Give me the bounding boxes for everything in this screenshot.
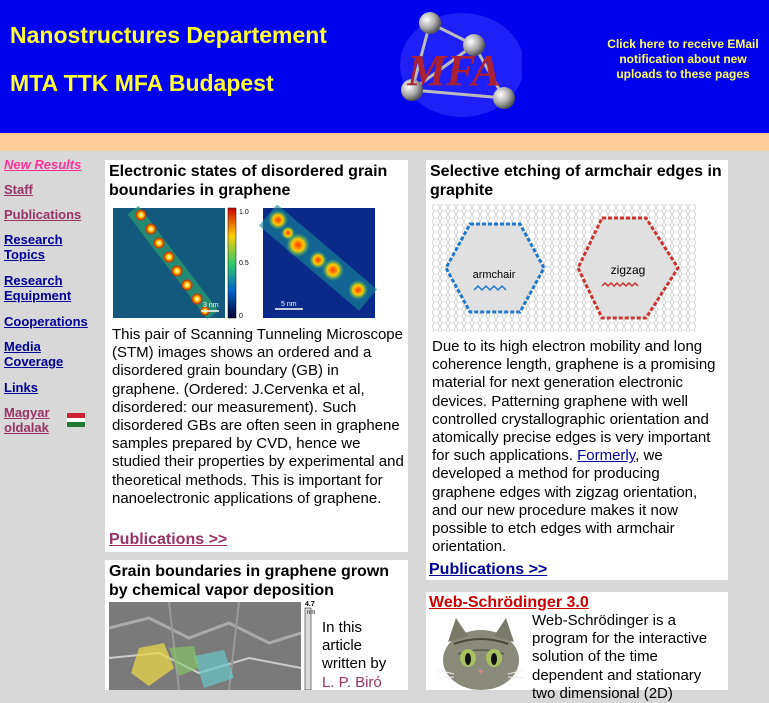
colorbar-tick-min: 0: [239, 313, 243, 320]
cvd-graphene-image: [109, 598, 319, 690]
colorbar-tick-max: 1.0: [239, 209, 249, 216]
panel2-title: Selective etching of armchair edges in graphite: [430, 163, 722, 199]
author-link[interactable]: L. P. Biró: [322, 673, 382, 691]
nav-new-results[interactable]: New Results: [4, 157, 82, 172]
panel3-title: Grain boundaries in graphene grown by chemical vapor deposition: [109, 563, 390, 599]
label-armchair: armchair: [472, 269, 516, 281]
label-zigzag: zigzag: [610, 263, 646, 277]
hungarian-flag-icon[interactable]: [67, 413, 85, 427]
panel2-text-after: , we developed a method for producing graphene edges with zigzag orientation, and our new procedure makes it now possible to etch edges with armchair orientation.: [432, 447, 698, 556]
header-banner: [0, 0, 769, 133]
panel3-text-body: In this article written by: [322, 619, 387, 673]
height-scale-unit: nm: [307, 610, 316, 616]
nav-media-coverage[interactable]: Media Coverage: [4, 339, 64, 369]
mfa-logo: [392, 5, 522, 120]
height-scale-top: 4.7: [305, 601, 315, 608]
nav-cooperations[interactable]: Cooperations: [4, 314, 88, 329]
header-stripe: [0, 133, 769, 151]
formerly-link[interactable]: Formerly: [577, 447, 636, 465]
panel2-publications-link[interactable]: Publications >>: [429, 561, 548, 578]
institute-title: MTA TTK MFA Budapest: [10, 70, 274, 96]
panel3-text: [322, 619, 402, 692]
department-title: Nanostructures Departement: [10, 22, 327, 48]
nav-staff[interactable]: Staff: [4, 182, 33, 197]
scale-label-right: 5 nm: [281, 301, 297, 308]
stm-images: [113, 205, 403, 323]
logo-text: MFA: [407, 46, 501, 95]
panel2-text: [432, 338, 724, 556]
scale-label-left: 3 nm: [203, 302, 219, 309]
panel4-text: Web-Schrödinger is a program for the interactive solution of the time dependent and stationary two dimensional (2D): [532, 612, 708, 702]
email-notification-link[interactable]: Click here to receive EMail notification about new uploads to these pages: [607, 37, 759, 81]
nav-publications[interactable]: Publications: [4, 207, 82, 222]
panel1-publications-link[interactable]: Publications >>: [109, 531, 228, 548]
colorbar-tick-mid: 0.5: [239, 260, 249, 267]
panel2-text-before: Due to its high electron mobility and long coherence length, graphene is a promising material for next generation electronic devices. Patterning graphene with well controlled crystallographic orientation and atomically precise edges is very important for such applications.: [432, 338, 716, 465]
panel1-text: This pair of Scanning Tunneling Microscope (STM) images shows an ordered and a disordered grain boundary (GB) in graphene. (Ordered: J.Cervenka et al, disordered: our measurement). Such disordered GBs are often seen in graphene samples prepared by CVD, hence we studied their properties by experimental and theoretical methods. This is important for nanoelectronic applications of graphene.: [112, 326, 404, 507]
web-schrodinger-link[interactable]: Web-Schrödinger 3.0: [429, 594, 589, 611]
cat-image: [434, 614, 528, 690]
nav-research-topics[interactable]: Research Topics: [4, 232, 63, 262]
panel1-title: Electronic states of disordered grain boundaries in graphene: [109, 163, 388, 199]
armchair-zigzag-diagram: [432, 204, 696, 332]
nav-research-equipment[interactable]: Research Equipment: [4, 273, 72, 303]
nav-links[interactable]: Links: [4, 380, 38, 395]
nav-magyar-oldalak[interactable]: Magyar oldalak: [4, 405, 50, 435]
